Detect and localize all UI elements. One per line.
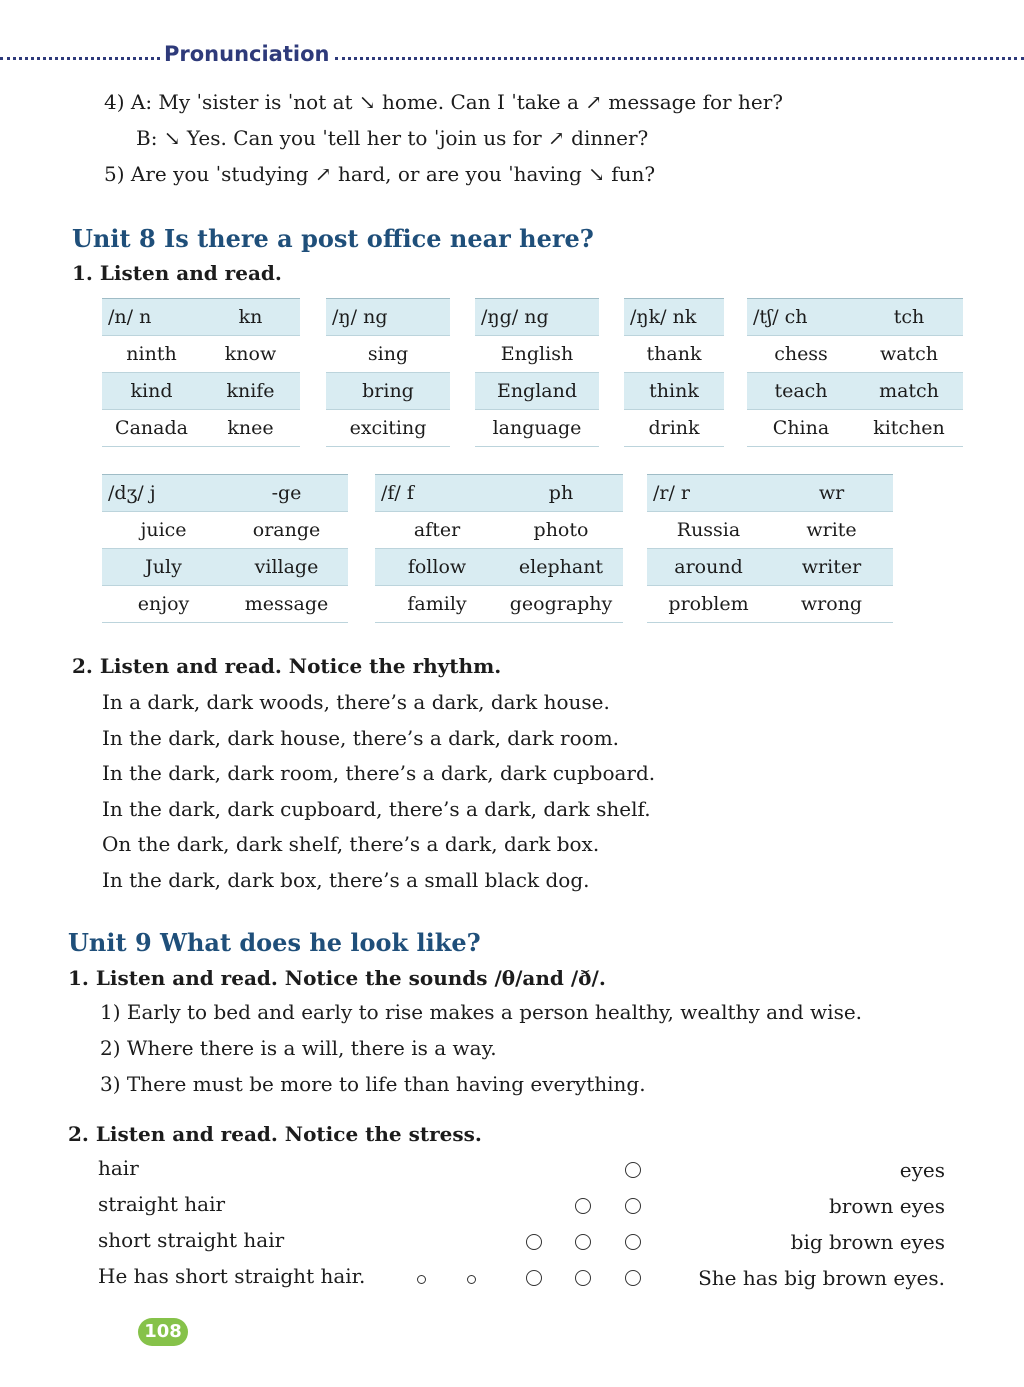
phonics-word-cell: Russia: [647, 512, 770, 549]
phonics-table-row: [102, 373, 300, 410]
unit8-title: Unit 8 Is there a post office near here?: [72, 224, 594, 253]
phonics-table-row: [326, 336, 450, 373]
phonics-table: [647, 474, 893, 623]
phonics-header-cell: /ŋk/ nk: [624, 299, 724, 336]
phonics-word-cell: watch: [855, 336, 963, 373]
phonics-table-row: [647, 549, 893, 586]
unit9-title: Unit 9 What does he look like?: [68, 928, 481, 957]
stress-circle: [625, 1198, 641, 1214]
stress-right-2: brown eyes: [829, 1194, 945, 1218]
phonics-table-row: [375, 549, 623, 586]
unit8-task2: 2. Listen and read. Notice the rhythm.: [72, 654, 502, 678]
stress-left-3: short straight hair: [98, 1228, 285, 1252]
phonics-word-cell: China: [747, 410, 855, 447]
stress-right-1: eyes: [899, 1158, 945, 1182]
phonics-table-row: [102, 549, 348, 586]
phonics-header-cell: /r/ r: [647, 475, 770, 512]
phonics-table: [102, 298, 300, 447]
phonics-word-cell: England: [475, 373, 599, 410]
phonics-word-cell: think: [624, 373, 724, 410]
phonics-table-row: [747, 410, 963, 447]
phonics-table-header-row: [102, 299, 300, 336]
phonics-word-cell: juice: [102, 512, 225, 549]
phonics-word-cell: Canada: [102, 410, 201, 447]
phonics-word-cell: ninth: [102, 336, 201, 373]
phonics-word-cell: around: [647, 549, 770, 586]
phonics-table-row: [102, 586, 348, 623]
poem-line: In a dark, dark woods, there’s a dark, dark house.: [102, 690, 610, 714]
phonics-word-cell: match: [855, 373, 963, 410]
phonics-table-header-row: [475, 299, 599, 336]
phonics-word-cell: write: [770, 512, 893, 549]
phonics-table-row: [475, 336, 599, 373]
stress-circle: [625, 1234, 641, 1250]
phonics-table-row: [102, 410, 300, 447]
phonics-table-row: [375, 512, 623, 549]
header-dotted-rule-left: [0, 57, 160, 60]
phonics-word-cell: orange: [225, 512, 348, 549]
poem-line: In the dark, dark house, there’s a dark, dark room.: [102, 725, 620, 750]
stress-circle-weak: [467, 1275, 476, 1284]
intro-line-5: 5) Are you ˈstudying ↗ hard, or are you ˈhaving ↘ fun?: [104, 162, 656, 186]
phonics-word-cell: enjoy: [102, 586, 225, 623]
unit9-sentence-1: 1) Early to bed and early to rise makes a person healthy, wealthy and wise.: [100, 1000, 863, 1024]
header-title: Pronunciation: [160, 42, 333, 66]
unit8-task1: 1. Listen and read.: [72, 261, 282, 285]
phonics-header-cell: -ge: [225, 475, 348, 512]
phonics-table-row: [475, 410, 599, 447]
phonics-table-row: [624, 410, 724, 447]
phonics-table-row: [647, 586, 893, 623]
page-number-badge: 108: [138, 1318, 188, 1346]
phonics-word-cell: bring: [326, 373, 450, 410]
phonics-table: [747, 298, 963, 447]
phonics-word-cell: wrong: [770, 586, 893, 623]
phonics-word-cell: kitchen: [855, 410, 963, 447]
phonics-word-cell: problem: [647, 586, 770, 623]
phonics-header-cell: kn: [201, 299, 300, 336]
phonics-word-cell: drink: [624, 410, 724, 447]
phonics-table-header-row: [102, 475, 348, 512]
phonics-table: [102, 474, 348, 623]
phonics-word-cell: family: [375, 586, 499, 623]
stress-left-4: He has short straight hair.: [98, 1264, 366, 1288]
phonics-table: [326, 298, 450, 447]
phonics-word-cell: teach: [747, 373, 855, 410]
phonics-header-cell: /ŋ/ ng: [326, 299, 450, 336]
phonics-header-cell: /dʒ/ j: [102, 475, 225, 512]
poem-line: In the dark, dark box, there’s a small black dog.: [102, 868, 590, 892]
phonics-table-header-row: [747, 299, 963, 336]
intro-line-4b: B: ↘ Yes. Can you ˈtell her to ˈjoin us for ↗ dinner?: [136, 126, 649, 150]
stress-circle: [526, 1234, 542, 1250]
phonics-table-row: [647, 512, 893, 549]
phonics-table-row: [624, 336, 724, 373]
phonics-word-cell: knife: [201, 373, 300, 410]
poem-line: In the dark, dark cupboard, there’s a dark, dark shelf.: [102, 796, 651, 821]
phonics-word-cell: kind: [102, 373, 201, 410]
phonics-table-row: [102, 512, 348, 549]
unit9-sentence-3: 3) There must be more to life than having everything.: [100, 1072, 646, 1096]
phonics-word-cell: exciting: [326, 410, 450, 447]
phonics-table-header-row: [647, 475, 893, 512]
phonics-header-cell: /f/ f: [375, 475, 499, 512]
phonics-table-header-row: [375, 475, 623, 512]
phonics-word-cell: after: [375, 512, 499, 549]
phonics-table-row: [375, 586, 623, 623]
stress-right-3: big brown eyes: [790, 1230, 945, 1254]
unit9-task1: 1. Listen and read. Notice the sounds /θ/and /ð/.: [68, 966, 606, 990]
phonics-word-cell: writer: [770, 549, 893, 586]
stress-left-2: straight hair: [98, 1192, 226, 1216]
poem-line: On the dark, dark shelf, there’s a dark, dark box.: [102, 832, 600, 857]
phonics-word-cell: photo: [499, 512, 623, 549]
phonics-word-cell: village: [225, 549, 348, 586]
stress-circle: [575, 1270, 591, 1286]
phonics-table-row: [102, 336, 300, 373]
phonics-header-cell: wr: [770, 475, 893, 512]
phonics-header-cell: /ŋg/ ng: [475, 299, 599, 336]
unit9-task2: 2. Listen and read. Notice the stress.: [68, 1122, 482, 1146]
unit9-sentence-2: 2) Where there is a will, there is a way.: [100, 1036, 497, 1060]
header-dotted-rule-right: [335, 57, 1024, 60]
stress-circle: [625, 1162, 641, 1178]
phonics-word-cell: sing: [326, 336, 450, 373]
stress-circle: [575, 1198, 591, 1214]
stress-circle: [526, 1270, 542, 1286]
phonics-table-row: [747, 336, 963, 373]
phonics-word-cell: thank: [624, 336, 724, 373]
phonics-header-cell: /tʃ/ ch: [747, 299, 855, 336]
phonics-word-cell: elephant: [499, 549, 623, 586]
stress-circle: [625, 1270, 641, 1286]
phonics-table: [375, 474, 623, 623]
phonics-header-cell: ph: [499, 475, 623, 512]
phonics-word-cell: geography: [499, 586, 623, 623]
stress-right-4: She has big brown eyes.: [698, 1266, 945, 1290]
stress-circle-weak: [417, 1275, 426, 1284]
phonics-header-cell: /n/ n: [102, 299, 201, 336]
phonics-word-cell: knee: [201, 410, 300, 447]
phonics-word-cell: chess: [747, 336, 855, 373]
phonics-table-header-row: [624, 299, 724, 336]
phonics-table-row: [326, 373, 450, 410]
stress-circle: [575, 1234, 591, 1250]
phonics-word-cell: English: [475, 336, 599, 373]
phonics-table-row: [475, 373, 599, 410]
phonics-table-row: [624, 373, 724, 410]
phonics-word-cell: language: [475, 410, 599, 447]
poem-line: In the dark, dark room, there’s a dark, dark cupboard.: [102, 761, 656, 786]
phonics-word-cell: July: [102, 549, 225, 586]
phonics-table-row: [326, 410, 450, 447]
phonics-table-row: [747, 373, 963, 410]
phonics-table-header-row: [326, 299, 450, 336]
phonics-header-cell: tch: [855, 299, 963, 336]
phonics-table: [624, 298, 724, 447]
phonics-word-cell: message: [225, 586, 348, 623]
phonics-word-cell: follow: [375, 549, 499, 586]
intro-line-4a: 4) A: My ˈsister is ˈnot at ↘ home. Can I ˈtake a ↗ message for her?: [104, 90, 783, 114]
phonics-word-cell: know: [201, 336, 300, 373]
phonics-table: [475, 298, 599, 447]
stress-left-1: hair: [98, 1156, 139, 1180]
